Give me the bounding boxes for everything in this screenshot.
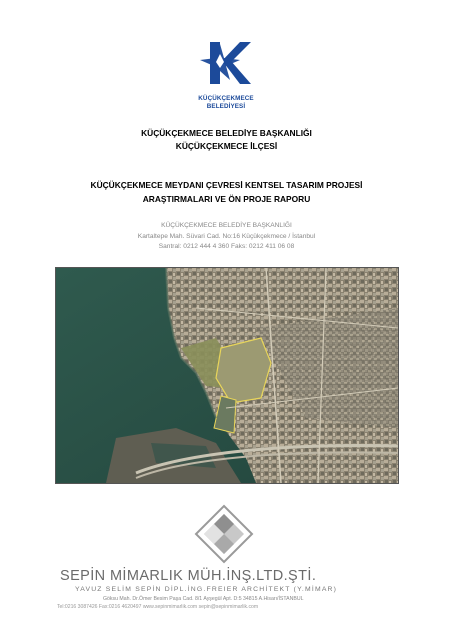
document-title — [0, 178, 453, 206]
firm-address: Göksu Mah. Dr.Ömer Besim Paşa Cad. 8/1 Ayşegül Apt. D:5 34815 A.Hisarı/İSTANBUL — [103, 596, 304, 602]
owner-line2: KÜÇÜKÇEKMECE İLÇESİ — [175, 141, 278, 151]
address-line3: Santral: 0212 444 4 360 Faks: 0212 411 06 08 — [158, 243, 295, 250]
owner-line1: KÜÇÜKÇEKMECE BELEDİYE BAŞKANLIĞI — [141, 128, 312, 138]
municipality-name-line1: KÜÇÜKÇEKMECE — [198, 95, 254, 102]
firm-contact: Tel:0216 3087426 Fax:0216 4620497 www.sepinmimarlik.com sepin@sepinmimarlik.com — [57, 604, 259, 610]
address-line2: Kartaltepe Mah. Süvari Cad. No:16 Küçükçekmece / İstanbul — [137, 232, 316, 240]
address-block — [0, 221, 453, 253]
owner-heading — [0, 127, 453, 153]
kucukcekmece-municipality-emblem-icon — [196, 38, 256, 90]
aerial-satellite-map-image — [55, 267, 399, 484]
sepin-diamond-logo-icon — [194, 504, 254, 566]
title-line1: KÜÇÜKÇEKMECE MEYDANI ÇEVRESİ KENTSEL TASARIM PROJESİ — [90, 180, 363, 190]
firm-name: SEPİN MİMARLIK MÜH.İNŞ.LTD.ŞTİ. — [60, 568, 317, 584]
title-line2: ARAŞTIRMALARI VE ÖN PROJE RAPORU — [142, 194, 311, 204]
address-line1: KÜÇÜKÇEKMECE BELEDİYE BAŞKANLIĞI — [161, 222, 292, 229]
municipality-name-line2: BELEDİYESİ — [206, 102, 246, 110]
firm-logo — [194, 504, 254, 566]
municipality-logo — [196, 38, 256, 112]
firm-person: YAVUZ SELİM SEPİN DİPL.İNG.FREIER ARCHİTEKT (Y.MİMAR) — [75, 586, 338, 593]
